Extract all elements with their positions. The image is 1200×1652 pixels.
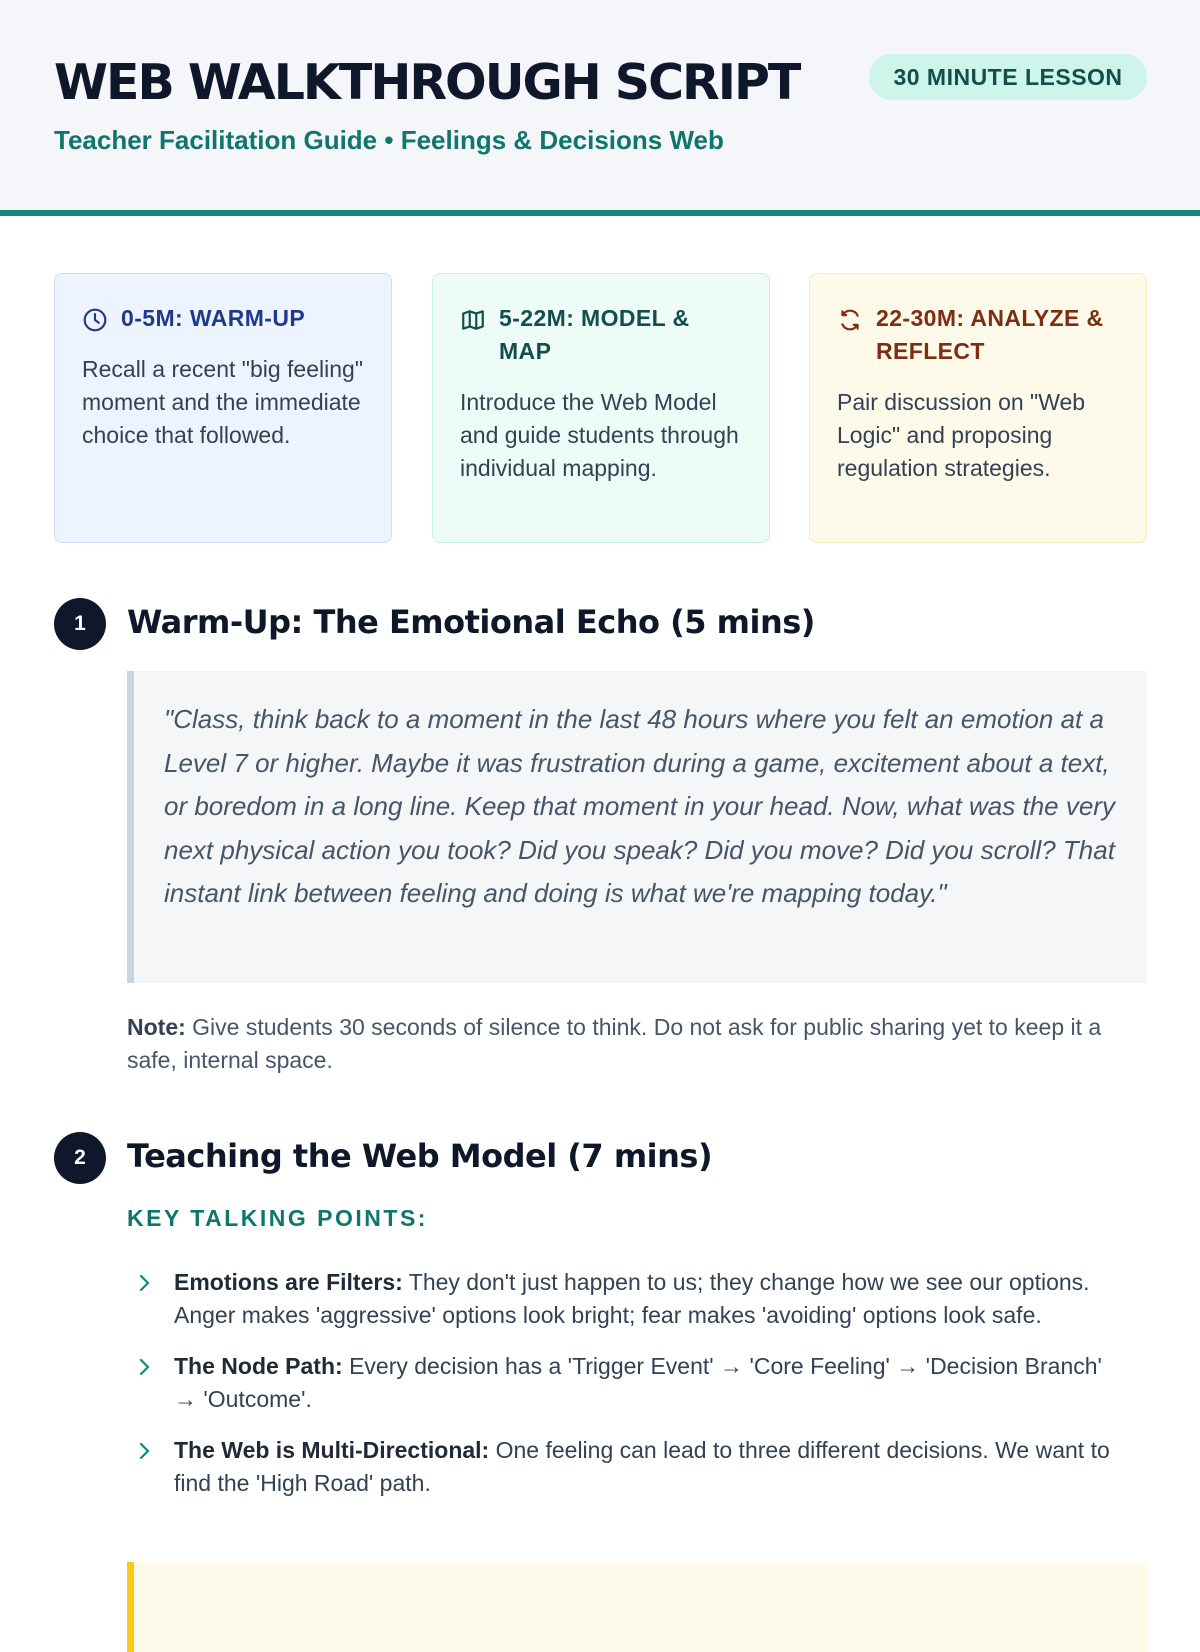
facilitation-note [127,1011,1157,1077]
talking-point-label: Emotions are Filters: [174,1269,403,1295]
map-icon [460,307,486,333]
list-item [127,1434,1127,1500]
talking-points-heading: KEY TALKING POINTS: [127,1205,428,1231]
talking-points-list [127,1266,1127,1518]
walkthrough-tip-callout [127,1562,1147,1652]
talking-point-label: The Web is Multi-Directional: [174,1437,490,1463]
chevron-right-icon [136,1442,152,1460]
list-item [127,1350,1127,1416]
phase-card-model-map [432,273,770,543]
list-item [127,1266,1127,1332]
talking-point-text: One feeling can lead to three different decisions. We want to find the 'High Road' path. [174,1437,1110,1496]
page-title: WEB WALKTHROUGH SCRIPT [54,54,800,111]
phase-description: Pair discussion on "Web Logic" and proposing regulation strategies. [837,389,1086,481]
chevron-right-icon [136,1358,152,1376]
note-text: Give students 30 seconds of silence to think. Do not ask for public sharing yet to keep it a safe, internal space. [127,1014,1102,1073]
clock-icon [82,307,108,333]
phase-title: 5-22M: MODEL & MAP [499,305,690,364]
section-number-badge: 1 [54,598,106,650]
section-number-badge: 2 [54,1132,106,1184]
talking-point-text: They don't just happen to us; they change how we see our options. Anger makes 'aggressive' options look bright; fear makes 'avoiding' options look safe. [174,1269,1090,1328]
section-title-web-model: Teaching the Web Model (7 mins) [127,1137,713,1175]
teacher-script-quote: "Class, think back to a moment in the last 48 hours where you felt an emotion at a Level 7 or higher. Maybe it was frustration during a game, excitement about a text, or boredom in a long line. Keep that moment in your head. Now, what was the very next physical action you took? Did you speak? Did you move? Did you scroll? That instant link between feeling and doing is what we're mapping today." [127,671,1147,983]
refresh-icon [837,307,863,333]
phase-card-warm-up [54,273,392,543]
page-subtitle: Teacher Facilitation Guide • Feelings & Decisions Web [54,125,724,155]
note-label: Note: [127,1014,186,1040]
chevron-right-icon [136,1274,152,1292]
phase-description: Introduce the Web Model and guide students through individual mapping. [460,389,739,481]
talking-point-label: The Node Path: [174,1353,343,1379]
phase-card-analyze-reflect [809,273,1147,543]
phase-description: Recall a recent "big feeling" moment and the immediate choice that followed. [82,356,363,448]
phase-title: 0-5M: WARM-UP [121,305,306,331]
phase-title: 22-30M: ANALYZE & REFLECT [876,305,1104,364]
section-title-warm-up: Warm-Up: The Emotional Echo (5 mins) [127,603,815,641]
duration-badge: 30 MINUTE LESSON [869,54,1147,100]
page-header [0,0,1200,216]
talking-point-text: Every decision has a 'Trigger Event' → 'Core Feeling' → 'Decision Branch' → 'Outcome'. [174,1353,1102,1412]
